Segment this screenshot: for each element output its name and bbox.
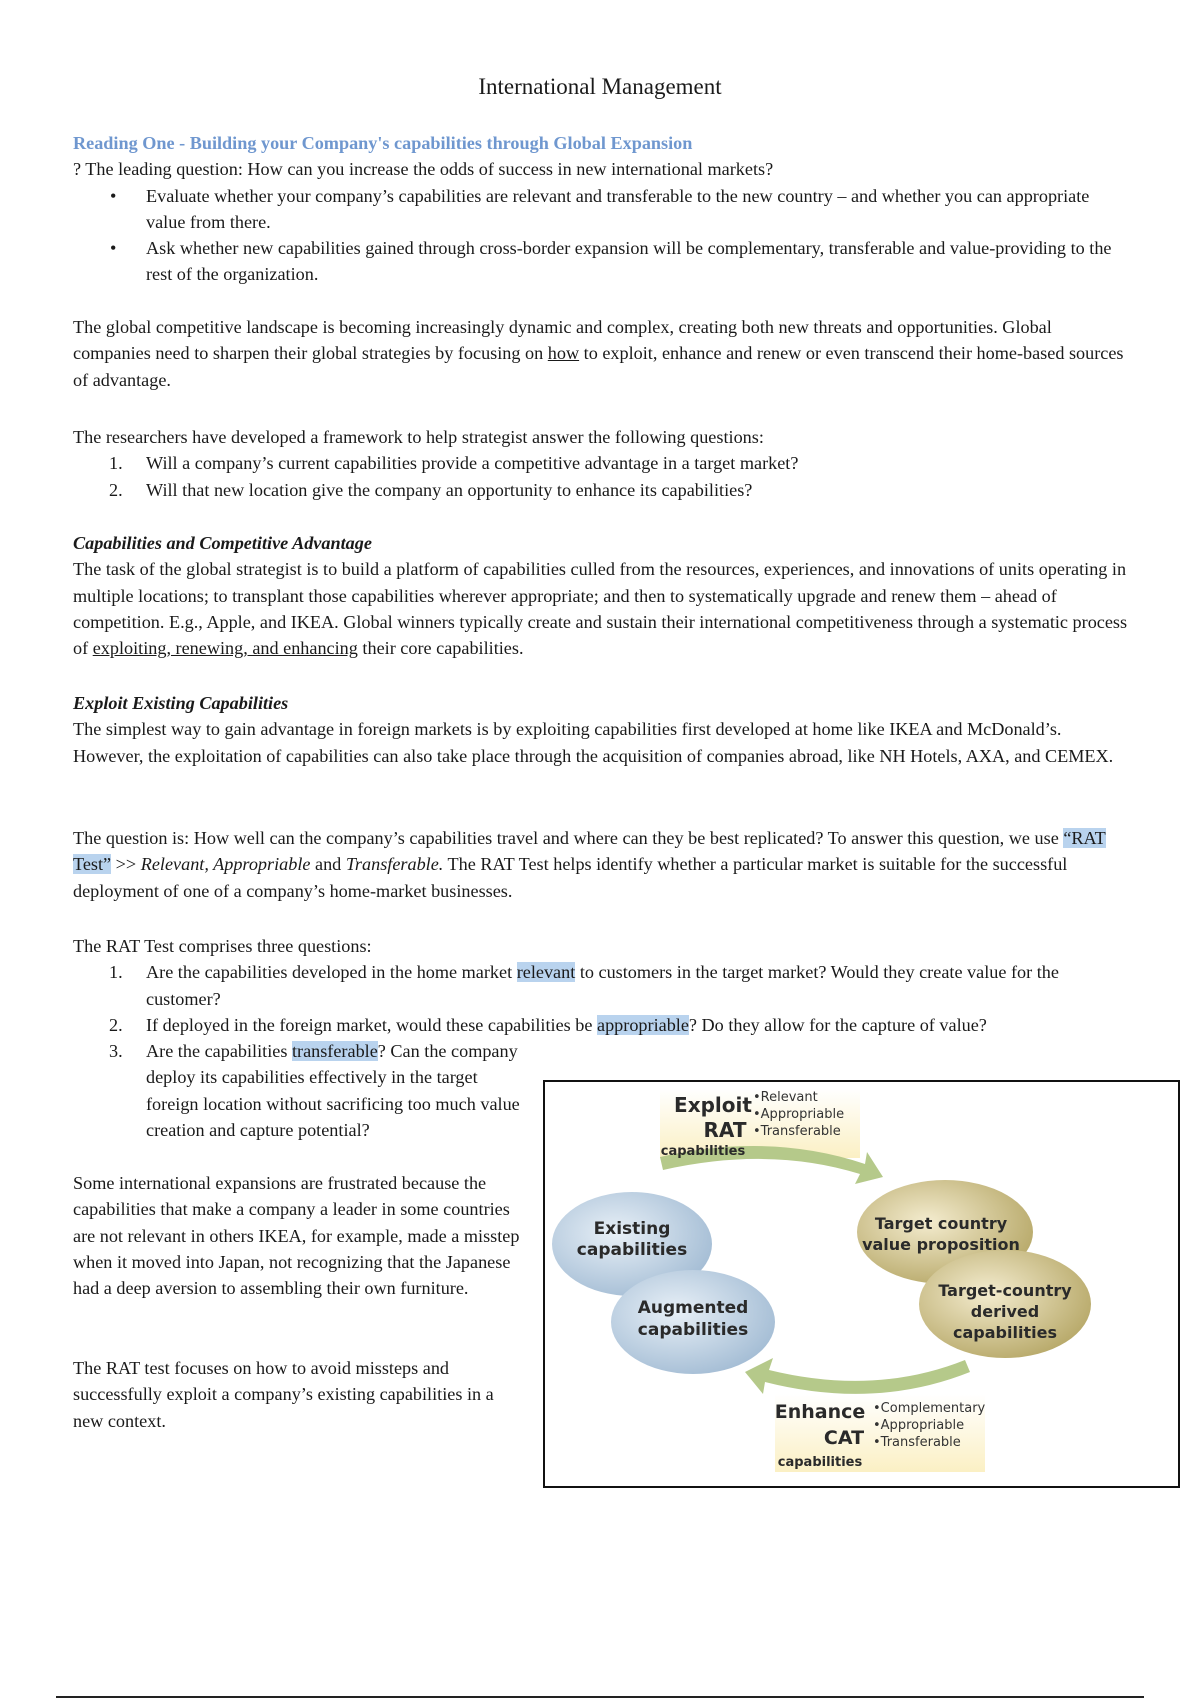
reading-heading: Reading One - Building your Company's capabilities through Global Expansion xyxy=(73,133,693,153)
enhance-item: •Appropriable xyxy=(873,1418,965,1433)
exploit-caption: capabilities xyxy=(660,1144,746,1159)
underlined-text: exploiting, renewing, and enhancing xyxy=(92,638,358,659)
item-number: 2. xyxy=(109,479,123,500)
rat-cat-diagram xyxy=(543,1080,1180,1488)
section-heading: Capabilities and Competitive Advantage xyxy=(73,533,372,553)
rat-item-3 xyxy=(73,1038,533,1143)
exploit-item: •Transferable xyxy=(753,1124,841,1139)
text-run: their core capabilities. xyxy=(357,638,524,659)
text-run: ? Can the company deploy its capabilities effectively in the target foreign location without sacrificing too much value creation and capture potential? xyxy=(146,1041,520,1140)
item-text: Will that new location give the company an opportunity to enhance its capabilities? xyxy=(146,479,753,500)
text-run: The global competitive landscape is becoming increasingly dynamic and complex, creating both new threats and opportunities. Global companies need to sharpen their global strategies by focusing on xyxy=(73,317,1052,364)
enhance-item: •Complementary xyxy=(873,1401,986,1416)
item-number: 1. xyxy=(109,962,123,983)
exploit-title: Exploit xyxy=(674,1093,752,1117)
rat-item xyxy=(73,959,1133,1012)
highlighted-text: relevant xyxy=(516,962,576,983)
italic-text: Relevant, Appropriable xyxy=(140,854,311,875)
rat-section xyxy=(73,933,1133,1038)
enhance-caption: capabilities xyxy=(777,1455,863,1470)
exploit-section xyxy=(73,690,1133,769)
page-title: International Management xyxy=(478,74,722,99)
augmented-label-line: Augmented xyxy=(637,1298,749,1318)
framework-intro: The researchers have developed a framework to help strategist answer the following questions: xyxy=(73,427,764,447)
target-derived-line: capabilities xyxy=(953,1323,1057,1342)
rat-item xyxy=(73,1038,533,1143)
framework-list xyxy=(73,450,1133,503)
text-run: and xyxy=(310,854,346,875)
exploit-item: •Appropriable xyxy=(753,1107,845,1122)
text-run: If deployed in the foreign market, would these capabilities be xyxy=(146,1014,598,1035)
framework-item xyxy=(73,477,1133,503)
exploit-paragraph: The simplest way to gain advantage in foreign markets is by exploiting capabilities first developed at home like IKEA and McDonald’s. However, the exploitation of capabilities can also take place through the acquisition of companies abroad, like NH Hotels, AXA, and CEMEX. xyxy=(73,719,1114,766)
enhance-sub: CAT xyxy=(823,1427,865,1449)
framework-section xyxy=(73,424,1133,503)
ikea-paragraph: Some international expansions are frustrated because the capabilities that make a company a leader in some countries are not relevant in others IKEA, for example, made a misstep when it moved into Japan, not recognizing that the Japanese had a deep aversion to assembling their own furniture. xyxy=(73,1173,520,1299)
intro-section xyxy=(73,130,1133,288)
augmented-label-line: capabilities xyxy=(637,1320,749,1340)
existing-label-line: capabilities xyxy=(576,1240,688,1260)
text-run: ? Do they allow for the capture of value? xyxy=(688,1014,987,1035)
highlighted-text: transferable xyxy=(291,1041,378,1061)
item-number: 2. xyxy=(109,1014,123,1035)
underlined-text: how xyxy=(547,343,580,364)
rat-list-continued xyxy=(73,1038,533,1143)
text-run: to exploit, enhance and renew or even transcend their home-based sources of advantage. xyxy=(73,343,1124,390)
text-run: to customers in the target market? Would they create value for the customer? xyxy=(146,962,1059,1009)
leading-question: ? The leading question: How can you increase the odds of success in new international markets? xyxy=(73,159,774,180)
italic-text: Transferable. xyxy=(345,854,444,875)
item-number: 1. xyxy=(109,453,123,474)
section-heading: Exploit Existing Capabilities xyxy=(73,693,289,713)
enhance-title: Enhance xyxy=(774,1401,866,1423)
target-derived-line: Target-country xyxy=(938,1281,1072,1300)
enhance-arrow xyxy=(745,1358,970,1394)
rat-focus-paragraph: The RAT test focuses on how to avoid missteps and successfully exploit a company’s existing capabilities in a new context. xyxy=(73,1358,494,1431)
item-number: 3. xyxy=(109,1041,123,1061)
rat-item xyxy=(73,1012,1133,1038)
exploit-sub: RAT xyxy=(703,1118,747,1142)
highlighted-text: appropriable xyxy=(597,1014,689,1035)
existing-label-line: Existing xyxy=(593,1219,671,1239)
highlighted-text: “RAT Test” xyxy=(73,828,1106,875)
exploit-item: •Relevant xyxy=(753,1090,818,1105)
text-run: >> xyxy=(111,854,141,875)
capabilities-paragraph xyxy=(73,556,1133,661)
capabilities-section xyxy=(73,530,1133,661)
item-text: Will a company’s current capabilities provide a competitive advantage in a target market? xyxy=(146,453,799,474)
target-derived-line: derived xyxy=(970,1302,1040,1321)
target-value-line: Target country xyxy=(874,1214,1008,1233)
rat-intro: The RAT Test comprises three questions: xyxy=(73,936,372,956)
enhance-item: •Transferable xyxy=(873,1435,961,1450)
text-run: The RAT Test helps identify whether a particular market is suitable for the successful deployment of one of a company’s home-market businesses. xyxy=(73,854,1068,901)
text-run: Are the capabilities xyxy=(146,1041,292,1061)
text-run: Are the capabilities developed in the home market xyxy=(146,962,517,983)
diagram-svg xyxy=(545,1082,1178,1486)
target-value-line: value proposition xyxy=(862,1235,1020,1254)
framework-item xyxy=(73,450,1133,476)
question-paragraph xyxy=(73,825,1133,904)
landscape-paragraph xyxy=(73,314,1133,393)
bullet-item: • Evaluate whether your company’s capabilities are relevant and transferable to the new country – and whether you can appropriate value from there. xyxy=(73,183,1133,236)
text-run: The question is: How well can the company’s capabilities travel and where can they be best replicated? To answer this question, we use xyxy=(73,828,1064,848)
bullet-item: • Ask whether new capabilities gained through cross-border expansion will be complementary, transferable and value-providing to the rest of the organization. xyxy=(73,235,1133,288)
bottom-divider xyxy=(56,1696,1144,1698)
bullet-list xyxy=(73,183,1133,288)
text-run: The task of the global strategist is to build a platform of capabilities culled from the resources, experiences, and innovations of units operating in multiple locations; to transplant those capabilities wherever appropriate; and then to systematically upgrade and renew them – ahead of competition. E.g., Apple, and IKEA. Global winners typically create and sustain their international competitiveness through a systematic process of xyxy=(73,559,1128,659)
rat-list xyxy=(73,959,1133,1038)
